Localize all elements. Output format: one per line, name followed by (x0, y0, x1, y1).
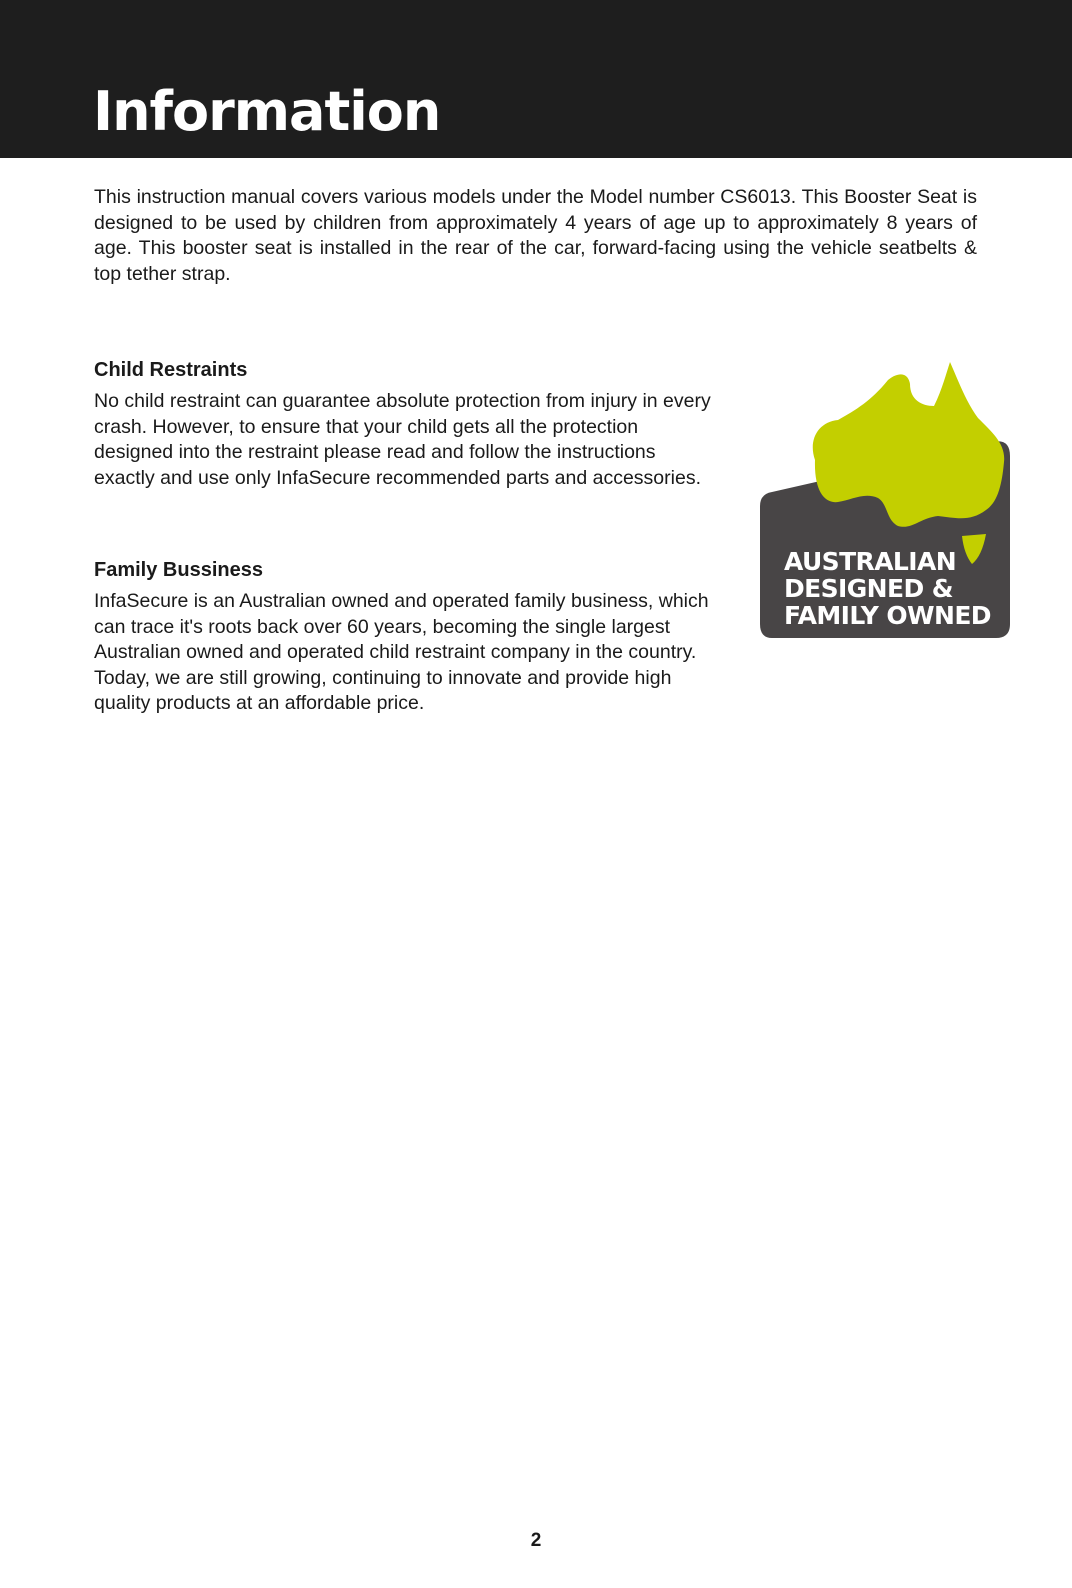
section-heading-family-business: Family Bussiness (94, 559, 263, 581)
badge-line-1: AUSTRALIAN (784, 547, 957, 576)
section-body-family-business: InfaSecure is an Australian owned and operated family business, which can trace it's roots back over 60 years, becoming the single largest Australian owned and operated child restraint company in the country. Today, we are still growing, continuing to innovate and provide high quality products at an affordable price. (94, 590, 709, 714)
badge-text (784, 548, 991, 629)
australian-designed-badge (760, 360, 1022, 650)
page-number: 2 (530, 1530, 542, 1551)
intro-paragraph: This instruction manual covers various models under the Model number CS6013. This Booster Seat is designed to be used by children from approximately 4 years of age up to approximately 8 years of age. This booster seat is installed in the rear of the car, forward-facing using the vehicle seatbelts & top tether strap. (94, 186, 977, 285)
badge-line-2: DESIGNED & (784, 574, 953, 603)
badge-line-3: FAMILY OWNED (784, 601, 991, 630)
header-band (0, 0, 1072, 158)
section-heading-child-restraints: Child Restraints (94, 359, 248, 381)
page-title: Information (93, 80, 441, 143)
section-body-child-restraints: No child restraint can guarantee absolute protection from injury in every crash. However, to ensure that your child gets all the protection designed into the restraint please read and follow the instructions exactly and use only InfaSecure recommended parts and accessories. (94, 390, 711, 489)
